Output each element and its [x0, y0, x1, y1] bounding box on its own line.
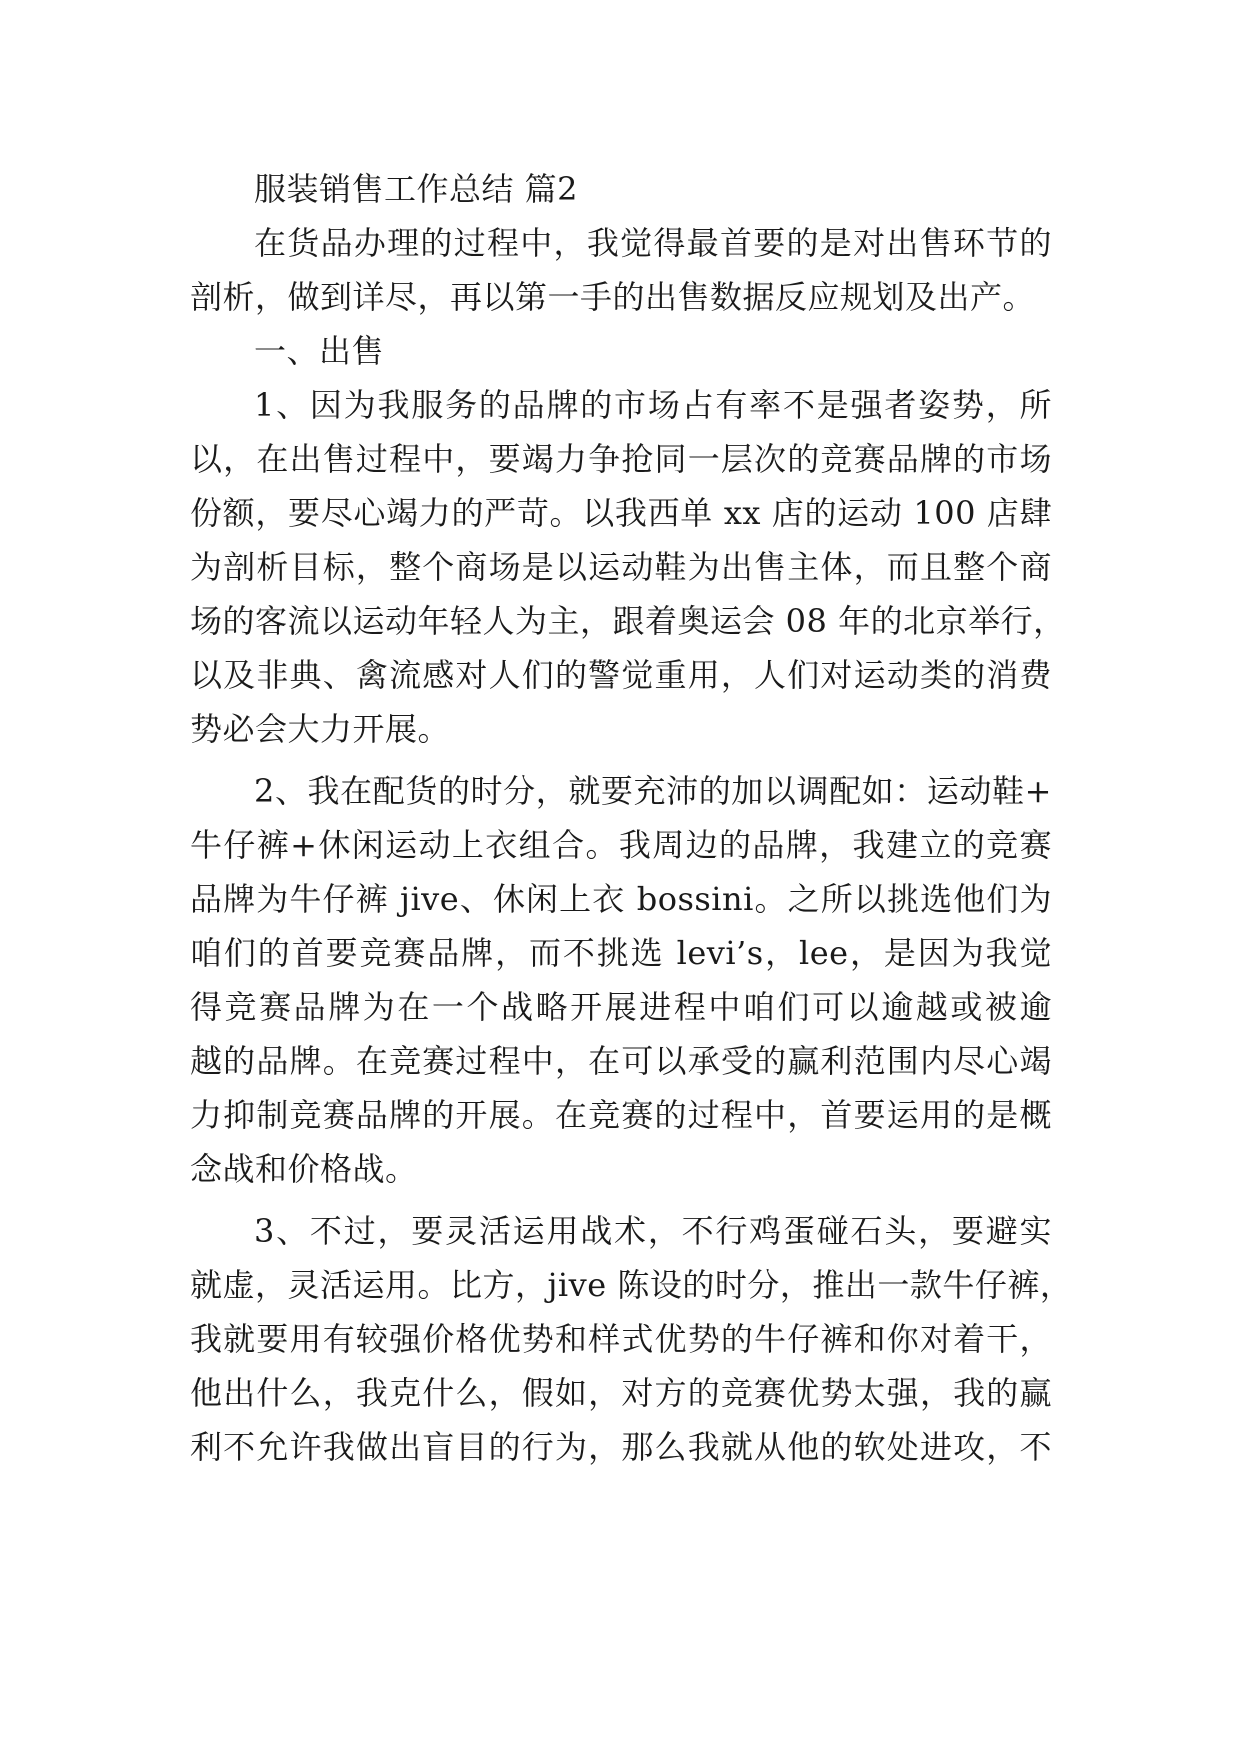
- paragraph-3-line-1: 1、因为我服务的品牌的市场占有率不是强者姿势，所: [254, 386, 1052, 424]
- document-title: 服装销售工作总结 篇2: [254, 170, 579, 208]
- paragraph-3-line-2: 以，在出售过程中，要竭力争抢同一层次的竞赛品牌的市场: [190, 440, 1052, 478]
- section-heading: 一、出售: [254, 332, 385, 370]
- paragraph-5-line-4: 他出什么，我克什么，假如，对方的竞赛优势太强，我的赢: [190, 1374, 1052, 1412]
- paragraph-4-line-1: 2、我在配货的时分，就要充沛的加以调配如：运动鞋+: [254, 772, 1052, 810]
- paragraph-4-line-7: 力抑制竞赛品牌的开展。在竞赛的过程中，首要运用的是概: [190, 1096, 1052, 1134]
- paragraph-4-line-6: 越的品牌。在竞赛过程中，在可以承受的赢利范围内尽心竭: [190, 1042, 1052, 1080]
- paragraph-4-line-4: 咱们的首要竞赛品牌，而不挑选 levi’s，lee，是因为我觉: [190, 934, 1052, 972]
- paragraph-3-line-3: 份额，要尽心竭力的严苛。以我西单 xx 店的运动 100 店肆: [190, 494, 1052, 532]
- paragraph-5-line-3: 我就要用有较强价格优势和样式优势的牛仔裤和你对着干，: [190, 1320, 1052, 1358]
- paragraph-gap: [190, 756, 1052, 764]
- paragraph-5-line-5: 利不允许我做出盲目的行为，那么我就从他的软处进攻，不: [190, 1428, 1052, 1466]
- document-body: [190, 162, 1073, 1474]
- paragraph-3-line-5: 场的客流以运动年轻人为主，跟着奥运会 08 年的北京举行，: [190, 602, 1066, 640]
- paragraph-gap: [190, 1196, 1052, 1204]
- paragraph-4-line-8: 念战和价格战。: [190, 1150, 418, 1188]
- paragraph-3-line-4: 为剖析目标，整个商场是以运动鞋为出售主体，而且整个商: [190, 548, 1052, 586]
- paragraph-3-line-7: 势必会大力开展。: [190, 710, 451, 748]
- paragraph-4-line-3: 品牌为牛仔裤 jive、休闲上衣 bossini。之所以挑选他们为: [190, 880, 1052, 918]
- paragraph-5-line-2: 就虚，灵活运用。比方，jive 陈设的时分，推出一款牛仔裤，: [190, 1266, 1073, 1304]
- paragraph-4-line-5: 得竞赛品牌为在一个战略开展进程中咱们可以逾越或被逾: [190, 988, 1052, 1026]
- paragraph-5-line-1: 3、不过，要灵活运用战术，不行鸡蛋碰石头，要避实: [254, 1212, 1052, 1250]
- paragraph-4-line-2: 牛仔裤+休闲运动上衣组合。我周边的品牌，我建立的竞赛: [190, 826, 1052, 864]
- paragraph-3-line-6: 以及非典、禽流感对人们的警觉重用，人们对运动类的消费: [190, 656, 1052, 694]
- paragraph-1-line-2: 剖析，做到详尽，再以第一手的出售数据反应规划及出产。: [190, 278, 1036, 316]
- paragraph-1-line-1: 在货品办理的过程中，我觉得最首要的是对出售环节的: [254, 224, 1052, 262]
